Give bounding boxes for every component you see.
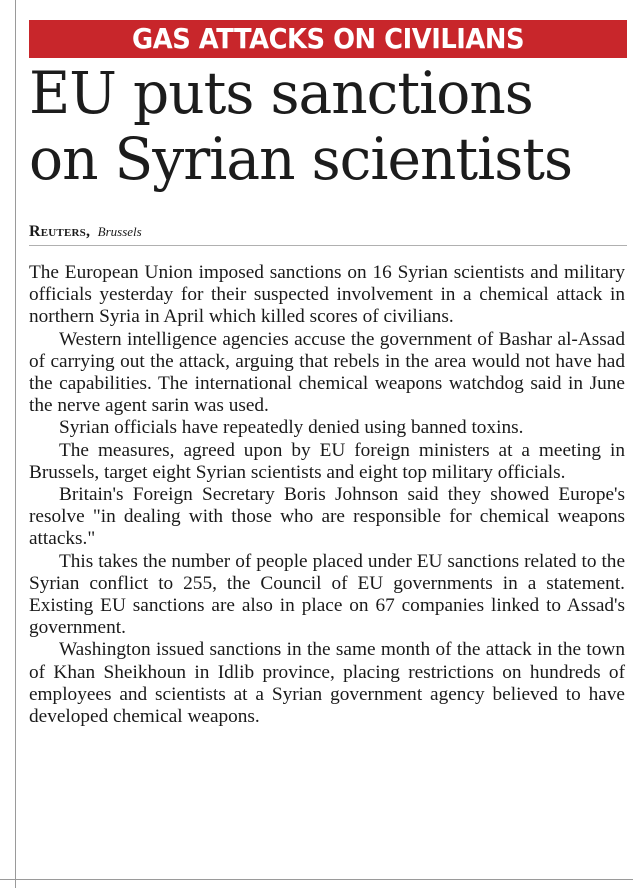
article-paragraph-5: Britain's Foreign Secretary Boris Johnson said they showed Europe's resolve "in dealing with those who are responsible for chemical weapons attacks." (29, 484, 625, 550)
article-body (29, 262, 625, 728)
section-kicker (29, 20, 627, 58)
article-paragraph-1: The European Union imposed sanctions on 16 Syrian scientists and military officials yesterday for their suspected involvement in a chemical attack in northern Syria in April which killed scores of civilians. (29, 262, 625, 328)
article-paragraph-3: Syrian officials have repeatedly denied using banned toxins. (59, 417, 524, 439)
byline (29, 223, 627, 241)
column-divider-left (15, 0, 16, 888)
headline (29, 60, 629, 192)
article-paragraph-7: Washington issued sanctions in the same month of the attack in the town of Khan Sheikhoun in Idlib province, placing restrictions on hundreds of employees and scientists at a Syrian government agency believed to have developed chemical weapons. (29, 639, 625, 728)
headline-line-2: on Syrian scientists (29, 125, 573, 193)
byline-divider (29, 245, 627, 246)
article-paragraph-4: The measures, agreed upon by EU foreign ministers at a meeting in Brussels, target eight Syrian scientists and eight top military officials. (29, 439, 625, 483)
headline-line-1: EU puts sanctions (29, 59, 533, 127)
byline-dateline: Brussels (97, 224, 142, 239)
article-paragraph-6: This takes the number of people placed under EU sanctions related to the Syrian conflict to 255, the Council of EU governments in a statement. Existing EU sanctions are also in place on 67 companies linked to Assad's government. (29, 550, 625, 639)
kicker-text: GAS ATTACKS ON CIVILIANS (131, 22, 525, 55)
byline-agency: Reuters, (29, 223, 91, 240)
bottom-divider (0, 879, 633, 880)
article-paragraph-2: Western intelligence agencies accuse the government of Bashar al-Assad of carrying out the attack, arguing that rebels in the area would not have had the capabilities. The international chemical weapons watchdog said in June the nerve agent sarin was used. (29, 328, 625, 417)
